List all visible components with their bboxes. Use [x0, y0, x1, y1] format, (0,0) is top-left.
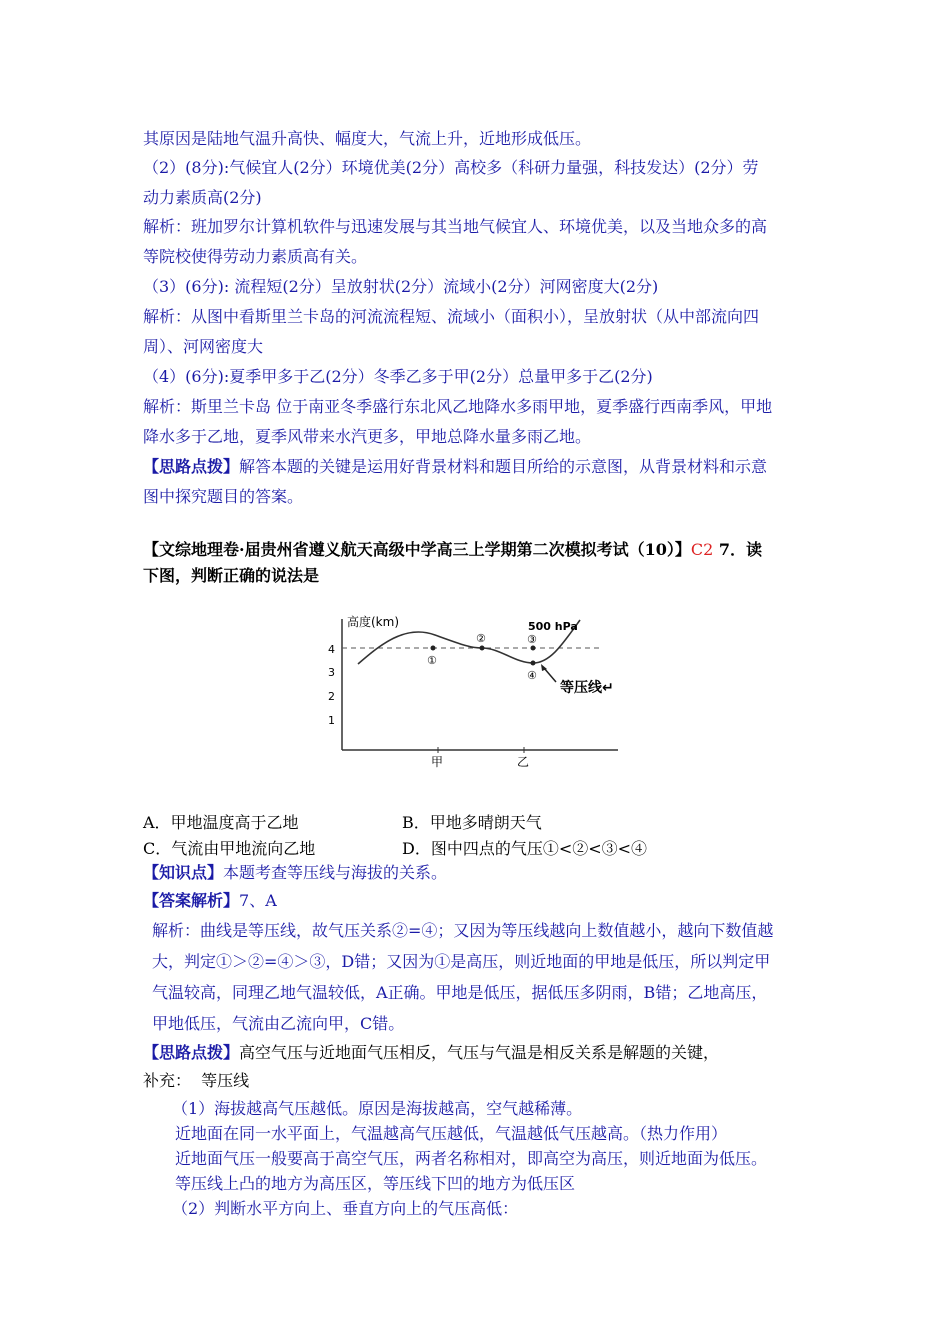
- isobar-value-label: 500 hPa: [528, 620, 578, 633]
- option-c: C．气流由甲地流向乙地: [143, 839, 316, 858]
- point-2-dot: [480, 646, 485, 651]
- x-label-jia: 甲: [431, 755, 444, 769]
- supplement-line: （1）海拔越高气压越低。原因是海拔越高，空气越稀薄。: [172, 1099, 583, 1118]
- question-source: 【文综地理卷·届贵州省遵义航天高级中学高三上学期第二次模拟考试（10）】: [143, 540, 691, 559]
- answer-line: （3）(6分): 流程短(2分）呈放射状(2分）流域小(2分）河网密度大(2分): [143, 277, 659, 296]
- point-3-label: ③: [527, 633, 537, 646]
- option-b: B．甲地多晴朗天气: [402, 813, 542, 832]
- analysis-answer: 7、A: [239, 891, 277, 910]
- supplement-line: 近地面在同一水平面上，气温越高气压越低，气温越低气压越高。（热力作用）: [175, 1124, 728, 1143]
- hint-line-2: [143, 1042, 719, 1064]
- answer-line: 图中探究题目的答案。: [143, 487, 304, 506]
- answer-line: 解析：从图中看斯里兰卡岛的河流流程短、流域小（面积小），呈放射状（从中部流向四: [143, 307, 760, 326]
- answer-line: 解析：班加罗尔计算机软件与迅速发展与其当地气候宜人、环境优美，以及当地众多的高: [143, 217, 768, 236]
- analysis-line: 大，判定①＞②=④＞③，D错；又因为①是高压，则近地面的甲地是低压，所以判定甲: [152, 952, 771, 971]
- supplement-title: 补充： 等压线: [143, 1071, 250, 1090]
- option-a: A．甲地温度高于乙地: [143, 813, 299, 832]
- knowledge-point: [143, 862, 447, 884]
- y-tick-3: 3: [328, 666, 335, 679]
- hint-tag: 【思路点拨】: [143, 457, 240, 476]
- hint-tag-2: 【思路点拨】: [143, 1043, 240, 1062]
- callout-arrow: [544, 668, 556, 682]
- analysis-line: 甲地低压，气流由乙流向甲，C错。: [152, 1014, 405, 1033]
- knowledge-tag: 【知识点】: [143, 863, 224, 882]
- answer-line: 其原因是陆地气温升高快、幅度大，气流上升，近地形成低压。: [143, 129, 592, 148]
- answer-line: 降水多于乙地，夏季风带来水汽更多，甲地总降水量多雨乙地。: [143, 427, 592, 446]
- question-code: C2: [690, 540, 714, 559]
- hint-text: 解答本题的关键是运用好背景材料和题目所给的示意图，从背景材料和示意: [239, 457, 768, 476]
- answer-line: 动力素质高(2分): [143, 188, 262, 207]
- point-2-label: ②: [476, 632, 486, 645]
- question-stem-2: 下图，判断正确的说法是: [143, 566, 320, 585]
- y-axis-title: 高度(km): [347, 615, 400, 629]
- answer-line: 等院校使得劳动力素质高有关。: [143, 247, 368, 266]
- answer-line: （2）(8分):气候宜人(2分）环境优美(2分）高校多（科研力量强，科技发达）(2分）劳: [143, 158, 759, 177]
- hint-text-2: 高空气压与近地面气压相反，气压与气温是相反关系是解题的关键，: [239, 1043, 720, 1062]
- analysis-line: 气温较高，同理乙地气温较低，A正确。甲地是低压，据低压多阴雨，B错；乙地高压，: [152, 983, 768, 1002]
- point-4-dot: [531, 661, 536, 666]
- answer-line: 解析：斯里兰卡岛 位于南亚冬季盛行东北风乙地降水多雨甲地，夏季盛行西南季风，甲地: [143, 397, 773, 416]
- point-3-dot: [531, 646, 536, 651]
- answer-analysis-header: [143, 890, 277, 912]
- isobar-callout: 等压线↵: [560, 680, 614, 696]
- analysis-line: 解析：曲线是等压线，故气压关系②=④；又因为等压线越向上数值越小，越向下数值越: [152, 921, 774, 940]
- supplement-line: 等压线上凸的地方为高压区，等压线下凹的地方为低压区: [175, 1174, 576, 1193]
- x-label-yi: 乙: [517, 755, 530, 769]
- option-d: D．图中四点的气压①<②<③<④: [402, 839, 648, 858]
- supplement-line: 近地面气压一般要高于高空气压，两者名称相对，即高空为高压，则近地面为低压。: [175, 1149, 768, 1168]
- isobar-figure: [300, 600, 630, 775]
- point-1-label: ①: [427, 654, 437, 667]
- hint-line: [143, 456, 767, 478]
- analysis-tag: 【答案解析】: [143, 891, 240, 910]
- y-tick-4: 4: [328, 643, 335, 656]
- answer-line: 周）、河网密度大: [143, 337, 264, 356]
- question-stem: [143, 539, 762, 561]
- answer-line: （4）(6分):夏季甲多于乙(2分）冬季乙多于甲(2分）总量甲多于乙(2分): [143, 367, 653, 386]
- supplement-line: （2）判断水平方向上、垂直方向上的气压高低：: [172, 1199, 519, 1218]
- knowledge-text: 本题考查等压线与海拔的关系。: [223, 863, 448, 882]
- point-4-label: ④: [527, 669, 537, 682]
- question-number: 7．读: [713, 540, 762, 559]
- y-tick-1: 1: [328, 714, 335, 727]
- point-1-dot: [431, 646, 436, 651]
- y-tick-2: 2: [328, 690, 335, 703]
